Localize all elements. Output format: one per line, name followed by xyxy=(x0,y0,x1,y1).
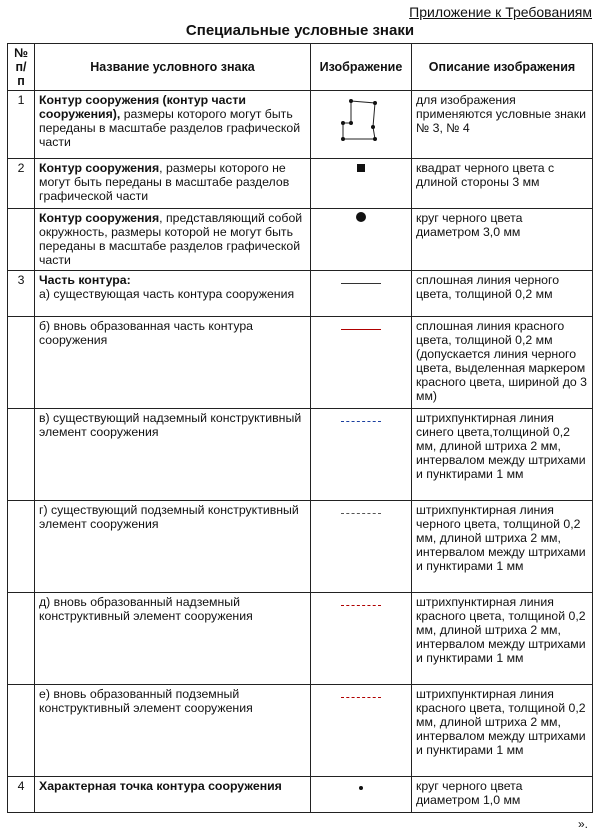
dash-dot-line-icon xyxy=(311,501,412,593)
row-desc: сплошная линия черного цвета, толщиной 0,2 мм xyxy=(412,271,593,317)
table-row xyxy=(8,685,593,777)
row-name: Часть контура: а) существующая часть контура сооружения xyxy=(35,271,311,317)
black-circle-icon xyxy=(311,209,412,271)
row-desc: сплошная линия красного цвета, толщиной 0,2 мм (допускается линия черного цвета, выделенная маркером красного цвета, шириной до 3 мм) xyxy=(412,317,593,409)
polygon-contour-icon xyxy=(311,91,412,159)
row-name: е) вновь образованный подземный конструктивный элемент сооружения xyxy=(35,685,311,777)
row-num xyxy=(8,409,35,501)
row-num xyxy=(8,593,35,685)
dash-dot-line-icon xyxy=(311,409,412,501)
symbols-table xyxy=(7,43,593,813)
row-desc: круг черного цвета диаметром 1,0 мм xyxy=(412,777,593,813)
dash-dot-line-icon xyxy=(311,593,412,685)
row-num xyxy=(8,209,35,271)
row-name: Характерная точка контура сооружения xyxy=(35,777,311,813)
table-row xyxy=(8,317,593,409)
row-num: 2 xyxy=(8,159,35,209)
table-row xyxy=(8,159,593,209)
table-row xyxy=(8,209,593,271)
table-row xyxy=(8,593,593,685)
row-desc: квадрат черного цвета с длиной стороны 3 мм xyxy=(412,159,593,209)
row-num xyxy=(8,501,35,593)
thin-line-icon xyxy=(311,271,412,317)
row-name: Контур сооружения, представляющий собой окружность, размеры которой не могут быть переданы в масштабе разделов графической части xyxy=(35,209,311,271)
dash-dot-line-icon xyxy=(311,685,412,777)
table-row xyxy=(8,271,593,317)
row-desc: штрихпунктирная линия черного цвета, толщиной 0,2 мм, длиной штриха 2 мм, интервалом между штрихами и пунктирами 1 мм xyxy=(412,501,593,593)
header-num: № п/п xyxy=(8,44,35,91)
appendix-label: Приложение к Требованиям xyxy=(409,4,592,20)
closing-quote: ». xyxy=(577,817,588,831)
header-image: Изображение xyxy=(311,44,412,91)
black-square-icon xyxy=(311,159,412,209)
header-desc: Описание изображения xyxy=(412,44,593,91)
black-dot-icon xyxy=(311,777,412,813)
row-num: 4 xyxy=(8,777,35,813)
row-desc: штрихпунктирная линия красного цвета, толщиной 0,2 мм, длиной штриха 2 мм, интервалом между штрихами и пунктирами 1 мм xyxy=(412,685,593,777)
page-title: Специальные условные знаки xyxy=(185,22,415,39)
red-line-icon xyxy=(311,317,412,409)
table-row xyxy=(8,409,593,501)
row-num xyxy=(8,317,35,409)
table-row xyxy=(8,777,593,813)
row-desc: круг черного цвета диаметром 3,0 мм xyxy=(412,209,593,271)
row-name: Контур сооружения, размеры которого не могут быть переданы в масштабе разделов графической части xyxy=(35,159,311,209)
row-desc: штрихпунктирная линия синего цвета,толщиной 0,2 мм, длиной штриха 2 мм, интервалом между штрихами и пунктирами 1 мм xyxy=(412,409,593,501)
table-row xyxy=(8,91,593,159)
table-row xyxy=(8,501,593,593)
row-name: б) вновь образованная часть контура сооружения xyxy=(35,317,311,409)
row-num xyxy=(8,685,35,777)
row-desc: штрихпунктирная линия красного цвета, толщиной 0,2 мм, длиной штриха 2 мм, интервалом между штрихами и пунктирами 1 мм xyxy=(412,593,593,685)
row-name: Контур сооружения (контур части сооружения), размеры которого могут быть переданы в масштабе разделов графической части xyxy=(35,91,311,159)
row-num: 1 xyxy=(8,91,35,159)
row-desc: для изображения применяются условные знаки № 3, № 4 xyxy=(412,91,593,159)
row-name: г) существующий подземный конструктивный элемент сооружения xyxy=(35,501,311,593)
row-name: д) вновь образованный надземный конструктивный элемент сооружения xyxy=(35,593,311,685)
header-name: Название условного знака xyxy=(35,44,311,91)
row-name: в) существующий надземный конструктивный элемент сооружения xyxy=(35,409,311,501)
row-num: 3 xyxy=(8,271,35,317)
